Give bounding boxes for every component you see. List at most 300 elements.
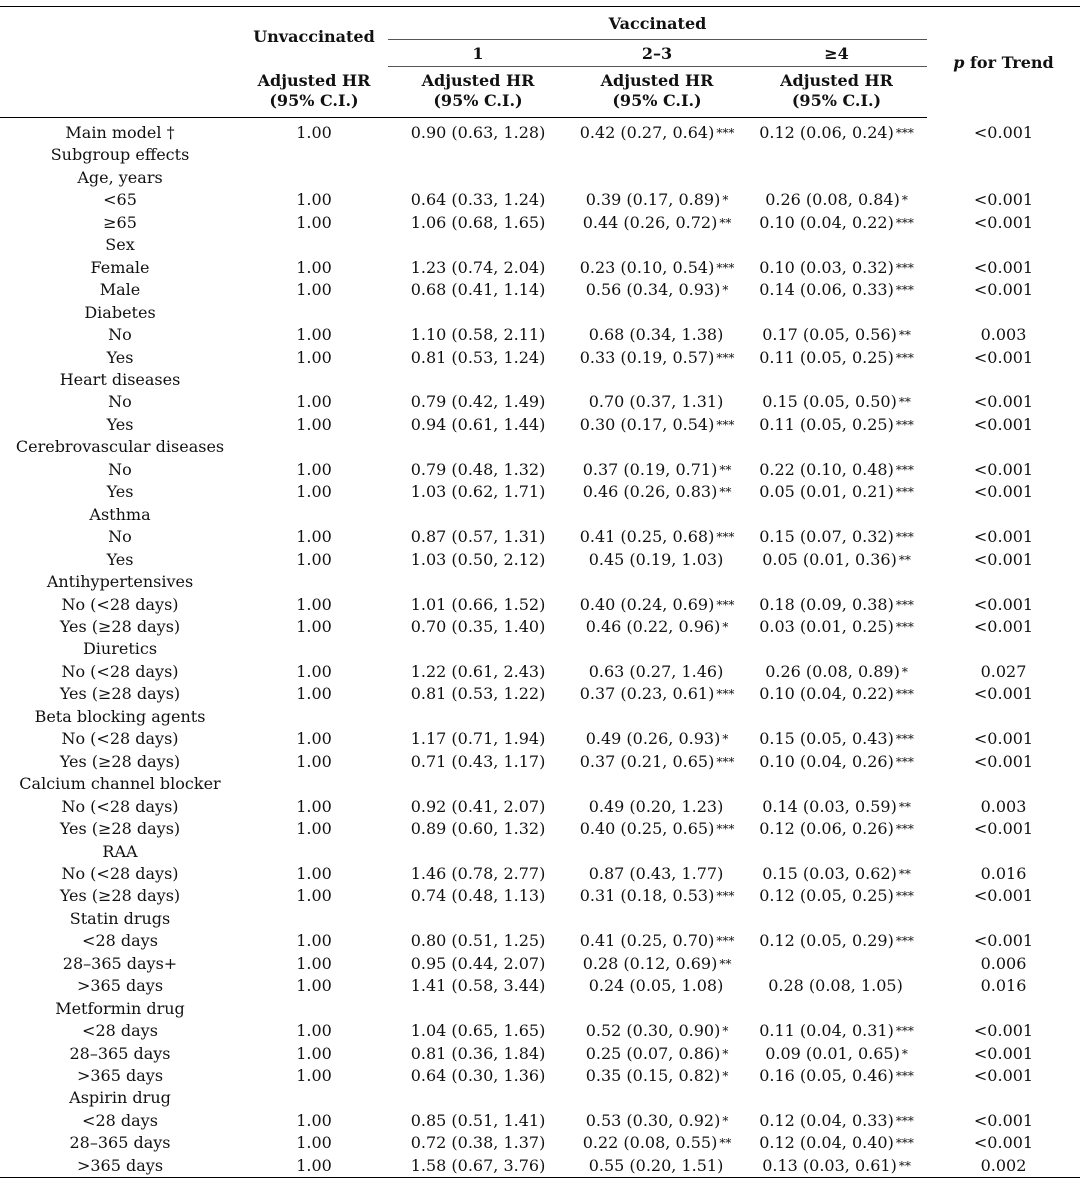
significance-marker: ** [898, 866, 911, 881]
cell-dose-4plus [746, 841, 927, 863]
cell-dose-4plus [746, 953, 927, 975]
ci-label: (95% C.I.) [612, 91, 702, 110]
cell-unvaccinated [240, 302, 388, 324]
cell-p-trend-value: <0.001 [973, 257, 1034, 277]
cell-dose-2-3 [568, 324, 746, 346]
significance-marker: * [901, 193, 908, 208]
cell-unvaccinated [240, 1065, 388, 1087]
significance-marker: *** [895, 417, 914, 432]
significance-marker: ** [719, 462, 732, 477]
significance-marker: *** [895, 934, 914, 949]
cell-p-trend-value: <0.001 [973, 280, 1034, 300]
cell-dose-4plus [746, 818, 927, 840]
cell-unvaccinated [240, 930, 388, 952]
cell-dose-2-3-value: 0.40 (0.25, 0.65) [579, 819, 715, 839]
cell-dose-1-value: 1.10 (0.58, 2.11) [410, 325, 546, 345]
table-row [0, 975, 1080, 997]
ci-label: (95% C.I.) [791, 91, 882, 110]
cell-unvaccinated [240, 234, 388, 256]
cell-dose-1 [388, 751, 568, 773]
row-label [0, 118, 240, 145]
table-row [0, 302, 1080, 324]
cell-dose-4plus-value: 0.05 (0.01, 0.21) [759, 482, 894, 502]
cell-dose-1 [388, 571, 568, 593]
cell-unvaccinated [240, 481, 388, 503]
cell-dose-1-value: 1.06 (0.68, 1.65) [410, 212, 546, 232]
cell-dose-1 [388, 436, 568, 458]
cell-dose-1-value: 0.94 (0.61, 1.44) [410, 414, 546, 434]
cell-dose-4plus-value: 0.11 (0.05, 0.25) [759, 347, 894, 367]
table-row [0, 1110, 1080, 1132]
cell-dose-1 [388, 706, 568, 728]
cell-dose-2-3-value: 0.52 (0.30, 0.90) [585, 1021, 721, 1041]
significance-marker: ** [719, 956, 732, 971]
significance-marker: ** [898, 552, 911, 567]
row-label-value: No (<28 days) [61, 729, 179, 749]
cell-p-trend [927, 144, 1080, 166]
row-label-value: Yes [106, 482, 134, 502]
cell-unvaccinated [240, 616, 388, 638]
significance-marker: *** [716, 889, 735, 904]
cell-dose-2-3 [568, 1020, 746, 1042]
row-label-value: Female [90, 257, 150, 277]
header-dose-2-3: 2–3 [568, 40, 746, 67]
significance-marker: * [722, 732, 729, 747]
cell-dose-2-3-value: 0.23 (0.10, 0.54) [579, 257, 715, 277]
cell-dose-4plus-value: 0.11 (0.04, 0.31) [759, 1021, 894, 1041]
cell-dose-1 [388, 594, 568, 616]
cell-dose-2-3 [568, 481, 746, 503]
cell-dose-2-3-value: 0.25 (0.07, 0.86) [585, 1043, 721, 1063]
cell-dose-2-3-value: 0.31 (0.18, 0.53) [579, 886, 715, 906]
cell-p-trend [927, 885, 1080, 907]
significance-marker: *** [895, 687, 914, 702]
row-label [0, 594, 240, 616]
row-label-value: ≥65 [103, 212, 137, 232]
row-label [0, 1043, 240, 1065]
cell-dose-2-3-value: 0.42 (0.27, 0.64) [579, 123, 715, 142]
cell-dose-2-3 [568, 998, 746, 1020]
significance-marker: *** [716, 417, 735, 432]
cell-unvaccinated-value: 1.00 [296, 1021, 332, 1041]
significance-marker: *** [716, 530, 735, 545]
cell-p-trend [927, 773, 1080, 795]
cell-p-trend-value: <0.001 [973, 482, 1034, 502]
cell-p-trend [927, 908, 1080, 930]
cell-dose-4plus-value: 0.18 (0.09, 0.38) [759, 594, 894, 614]
cell-dose-2-3 [568, 706, 746, 728]
cell-unvaccinated [240, 257, 388, 279]
significance-marker: *** [895, 260, 914, 275]
cell-dose-2-3 [568, 571, 746, 593]
cell-dose-1 [388, 930, 568, 952]
row-label-value: Cerebrovascular diseases [15, 437, 225, 457]
cell-dose-2-3-value: 0.41 (0.25, 0.68) [579, 527, 715, 547]
cell-dose-1 [388, 279, 568, 301]
cell-p-trend [927, 953, 1080, 975]
significance-marker: * [722, 619, 729, 634]
row-label [0, 773, 240, 795]
significance-marker: *** [895, 822, 914, 837]
row-label-value: No [108, 459, 132, 479]
cell-p-trend [927, 257, 1080, 279]
cell-p-trend-value: 0.027 [980, 661, 1027, 681]
row-label-value: Yes (≥28 days) [59, 616, 181, 636]
header-hr-dose-4plus [746, 67, 927, 118]
row-label [0, 818, 240, 840]
cell-dose-1 [388, 661, 568, 683]
significance-marker: *** [716, 754, 735, 769]
cell-unvaccinated [240, 751, 388, 773]
cell-unvaccinated-value: 1.00 [296, 796, 332, 816]
table-row [0, 526, 1080, 548]
row-label [0, 459, 240, 481]
significance-marker: *** [716, 687, 735, 702]
cell-p-trend [927, 594, 1080, 616]
cell-unvaccinated [240, 459, 388, 481]
cell-dose-1-value: 0.64 (0.33, 1.24) [410, 190, 546, 210]
cell-p-trend-value: <0.001 [973, 122, 1034, 142]
significance-marker: * [722, 1046, 729, 1061]
cell-unvaccinated-value: 1.00 [296, 1155, 332, 1175]
cell-dose-4plus [746, 975, 927, 997]
table-row [0, 257, 1080, 279]
cell-dose-4plus-value: 0.12 (0.05, 0.29) [759, 931, 894, 951]
row-label [0, 683, 240, 705]
ci-label: (95% C.I.) [433, 91, 523, 110]
significance-marker: *** [895, 462, 914, 477]
cell-p-trend [927, 1132, 1080, 1154]
cell-dose-4plus [746, 212, 927, 234]
cell-dose-4plus-value: 0.15 (0.07, 0.32) [759, 527, 894, 547]
significance-marker: *** [895, 283, 914, 298]
cell-dose-1-value: 1.22 (0.61, 2.43) [410, 661, 546, 681]
row-label [0, 144, 240, 166]
cell-dose-1 [388, 414, 568, 436]
cell-dose-1-value: 0.80 (0.51, 1.25) [410, 931, 546, 951]
significance-marker: *** [895, 1024, 914, 1039]
cell-dose-1 [388, 885, 568, 907]
cell-p-trend [927, 1043, 1080, 1065]
cell-dose-4plus [746, 1155, 927, 1178]
significance-marker: ** [898, 799, 911, 814]
table-row [0, 189, 1080, 211]
cell-p-trend-value: <0.001 [973, 459, 1034, 479]
row-label-value: Yes [106, 347, 134, 367]
cell-dose-1-value: 0.72 (0.38, 1.37) [410, 1133, 546, 1153]
cell-unvaccinated-value: 1.00 [296, 931, 332, 951]
cell-unvaccinated-value: 1.00 [296, 1133, 332, 1153]
row-label-value: <65 [103, 190, 137, 210]
cell-dose-4plus [746, 118, 927, 145]
cell-unvaccinated [240, 953, 388, 975]
cell-dose-1-value: 1.04 (0.65, 1.65) [410, 1021, 546, 1041]
cell-dose-1 [388, 818, 568, 840]
header-hr-unvaccinated [240, 67, 388, 118]
cell-unvaccinated [240, 1020, 388, 1042]
cell-p-trend [927, 369, 1080, 391]
table-row [0, 436, 1080, 458]
cell-dose-2-3-value: 0.37 (0.19, 0.71) [582, 459, 718, 479]
row-label-value: RAA [102, 841, 138, 861]
cell-unvaccinated-value: 1.00 [296, 684, 332, 704]
cell-p-trend [927, 571, 1080, 593]
cell-dose-1 [388, 953, 568, 975]
cell-dose-4plus [746, 1132, 927, 1154]
header-blank [0, 7, 240, 67]
cell-p-trend-value: 0.016 [980, 976, 1027, 996]
cell-dose-1-value: 0.81 (0.53, 1.24) [410, 347, 546, 367]
cell-dose-1-value: 0.74 (0.48, 1.13) [410, 886, 546, 906]
cell-p-trend-value: <0.001 [973, 212, 1034, 232]
cell-dose-4plus-value: 0.12 (0.05, 0.25) [759, 886, 894, 906]
cell-dose-1 [388, 302, 568, 324]
cell-dose-1 [388, 1155, 568, 1178]
cell-unvaccinated [240, 347, 388, 369]
cell-dose-4plus [746, 369, 927, 391]
significance-marker: *** [716, 126, 735, 140]
cell-dose-4plus-value: 0.28 (0.08, 1.05) [768, 976, 903, 996]
cell-unvaccinated [240, 841, 388, 863]
row-label [0, 1020, 240, 1042]
row-label-value: Male [99, 280, 141, 300]
cell-dose-2-3-value: 0.28 (0.12, 0.69) [582, 953, 718, 973]
table-row [0, 1087, 1080, 1109]
cell-unvaccinated-value: 1.00 [296, 616, 332, 636]
table-row [0, 908, 1080, 930]
cell-dose-1-value: 0.68 (0.41, 1.14) [410, 280, 546, 300]
cell-p-trend-value: <0.001 [973, 414, 1034, 434]
cell-dose-1-value: 0.90 (0.63, 1.28) [410, 123, 546, 142]
row-label [0, 1110, 240, 1132]
cell-dose-1 [388, 1043, 568, 1065]
cell-p-trend-value: <0.001 [973, 190, 1034, 210]
significance-marker: *** [716, 934, 735, 949]
cell-p-trend-value: 0.003 [980, 325, 1027, 345]
cell-dose-2-3 [568, 930, 746, 952]
cell-dose-4plus [746, 279, 927, 301]
cell-dose-2-3 [568, 818, 746, 840]
row-label [0, 953, 240, 975]
cell-dose-4plus [746, 391, 927, 413]
cell-dose-4plus [746, 144, 927, 166]
cell-p-trend [927, 212, 1080, 234]
row-label-value: Subgroup effects [50, 145, 190, 165]
cell-dose-2-3 [568, 885, 746, 907]
cell-dose-2-3 [568, 975, 746, 997]
significance-marker: *** [895, 889, 914, 904]
cell-dose-4plus [746, 347, 927, 369]
cell-p-trend [927, 930, 1080, 952]
cell-unvaccinated [240, 1087, 388, 1109]
table-row [0, 1043, 1080, 1065]
significance-marker: * [722, 1069, 729, 1084]
cell-unvaccinated [240, 818, 388, 840]
significance-marker: *** [895, 126, 914, 140]
cell-dose-2-3 [568, 212, 746, 234]
cell-p-trend-value: <0.001 [973, 931, 1034, 951]
cell-dose-4plus-value: 0.12 (0.06, 0.24) [759, 123, 894, 142]
table-row [0, 638, 1080, 660]
row-label [0, 998, 240, 1020]
cell-dose-1-value: 0.71 (0.43, 1.17) [410, 751, 546, 771]
cell-dose-1 [388, 1087, 568, 1109]
cell-dose-2-3-value: 0.87 (0.43, 1.77) [588, 863, 724, 883]
cell-unvaccinated-value: 1.00 [296, 257, 332, 277]
table-row [0, 841, 1080, 863]
cell-p-trend [927, 661, 1080, 683]
cell-p-trend [927, 841, 1080, 863]
cell-dose-4plus [746, 302, 927, 324]
cell-unvaccinated [240, 1155, 388, 1178]
row-label-value: Yes [106, 549, 134, 569]
cell-dose-2-3 [568, 1132, 746, 1154]
cell-dose-1 [388, 796, 568, 818]
cell-dose-2-3-value: 0.40 (0.24, 0.69) [579, 594, 715, 614]
cell-dose-2-3 [568, 167, 746, 189]
row-label [0, 863, 240, 885]
cell-unvaccinated [240, 526, 388, 548]
cell-p-trend-value: <0.001 [973, 616, 1034, 636]
cell-dose-4plus-value: 0.15 (0.05, 0.50) [762, 392, 897, 412]
cell-dose-4plus [746, 1043, 927, 1065]
row-label [0, 369, 240, 391]
row-label [0, 481, 240, 503]
cell-unvaccinated-value: 1.00 [296, 482, 332, 502]
cell-dose-2-3-value: 0.45 (0.19, 1.03) [588, 549, 724, 569]
row-label [0, 706, 240, 728]
cell-unvaccinated-value: 1.00 [296, 459, 332, 479]
cell-unvaccinated [240, 998, 388, 1020]
cell-unvaccinated [240, 391, 388, 413]
significance-marker: *** [716, 260, 735, 275]
cell-dose-2-3 [568, 1110, 746, 1132]
cell-dose-4plus-value: 0.26 (0.08, 0.84) [765, 190, 900, 210]
cell-dose-2-3 [568, 504, 746, 526]
cell-unvaccinated [240, 728, 388, 750]
cell-unvaccinated-value: 1.00 [296, 976, 332, 996]
cell-p-trend [927, 189, 1080, 211]
table-row [0, 118, 1080, 145]
cell-p-trend-value: <0.001 [973, 684, 1034, 704]
table-row [0, 459, 1080, 481]
row-label [0, 391, 240, 413]
ci-label: (95% C.I.) [269, 90, 359, 110]
cell-dose-1 [388, 526, 568, 548]
cell-dose-1-value: 1.03 (0.50, 2.12) [410, 549, 546, 569]
cell-p-trend [927, 549, 1080, 571]
header-hr-dose-2-3 [568, 67, 746, 118]
significance-marker: *** [895, 350, 914, 365]
cell-p-trend [927, 1065, 1080, 1087]
cell-p-trend [927, 728, 1080, 750]
cell-dose-1-value: 1.17 (0.71, 1.94) [410, 729, 546, 749]
cell-dose-2-3 [568, 414, 746, 436]
cell-dose-1 [388, 998, 568, 1020]
row-label-value: <28 days [82, 931, 158, 951]
row-label [0, 728, 240, 750]
row-label [0, 414, 240, 436]
cell-dose-4plus [746, 661, 927, 683]
header-dose-4plus: ≥4 [746, 40, 927, 67]
row-label-value: Metformin drug [55, 998, 185, 1018]
cell-dose-4plus-value: 0.15 (0.05, 0.43) [759, 729, 894, 749]
cell-dose-4plus-value: 0.12 (0.04, 0.33) [759, 1110, 894, 1130]
table-row [0, 1020, 1080, 1042]
table-row [0, 930, 1080, 952]
cell-dose-2-3 [568, 279, 746, 301]
cell-dose-4plus-value: 0.26 (0.08, 0.89) [765, 661, 900, 681]
row-label-value: Yes (≥28 days) [59, 886, 181, 906]
row-label-value: No (<28 days) [61, 594, 179, 614]
row-label-value: >365 days [76, 1066, 164, 1086]
cell-dose-1 [388, 257, 568, 279]
cell-dose-1-value: 1.01 (0.66, 1.52) [410, 594, 546, 614]
cell-dose-2-3-value: 0.46 (0.22, 0.96) [585, 616, 721, 636]
cell-dose-1 [388, 1110, 568, 1132]
p-trend-rest: for Trend [964, 52, 1054, 72]
row-label-value: Beta blocking agents [34, 706, 206, 726]
cell-dose-4plus [746, 526, 927, 548]
cell-dose-1 [388, 1065, 568, 1087]
cell-dose-4plus [746, 414, 927, 436]
cell-unvaccinated [240, 773, 388, 795]
cell-dose-4plus-value: 0.15 (0.03, 0.62) [762, 863, 897, 883]
cell-dose-2-3 [568, 683, 746, 705]
cell-p-trend [927, 279, 1080, 301]
cell-p-trend-value: <0.001 [973, 751, 1034, 771]
row-label [0, 751, 240, 773]
cell-p-trend [927, 234, 1080, 256]
row-label-value: >365 days [76, 976, 164, 996]
cell-dose-4plus [746, 998, 927, 1020]
cell-unvaccinated [240, 212, 388, 234]
cell-dose-2-3 [568, 751, 746, 773]
row-label [0, 234, 240, 256]
header-p-for-trend [927, 7, 1080, 118]
row-label-value: Statin drugs [69, 908, 171, 928]
header-vaccinated: Vaccinated [388, 7, 927, 40]
row-label [0, 1087, 240, 1109]
cell-dose-2-3 [568, 234, 746, 256]
table-header [0, 7, 1080, 118]
row-label-value: No [108, 392, 132, 412]
cell-unvaccinated [240, 571, 388, 593]
cell-dose-4plus [746, 683, 927, 705]
cell-unvaccinated-value: 1.00 [296, 549, 332, 569]
cell-dose-2-3 [568, 369, 746, 391]
cell-unvaccinated-value: 1.00 [296, 886, 332, 906]
cell-dose-4plus [746, 930, 927, 952]
cell-dose-1-value: 1.46 (0.78, 2.77) [410, 863, 546, 883]
cell-dose-4plus [746, 481, 927, 503]
cell-dose-2-3-value: 0.35 (0.15, 0.82) [585, 1066, 721, 1086]
row-label-value: Main model † [65, 123, 175, 142]
cell-unvaccinated [240, 436, 388, 458]
cell-dose-1-value: 0.95 (0.44, 2.07) [410, 953, 546, 973]
cell-dose-4plus [746, 549, 927, 571]
row-label-value: Sex [105, 235, 135, 255]
table-body [0, 118, 1080, 1178]
cell-dose-2-3 [568, 953, 746, 975]
cell-dose-1-value: 0.92 (0.41, 2.07) [410, 796, 546, 816]
table-row [0, 1065, 1080, 1087]
row-label [0, 436, 240, 458]
row-label [0, 571, 240, 593]
cell-dose-1-value: 0.79 (0.42, 1.49) [410, 392, 546, 412]
row-label-value: <28 days [82, 1110, 158, 1130]
cell-dose-2-3 [568, 1155, 746, 1178]
